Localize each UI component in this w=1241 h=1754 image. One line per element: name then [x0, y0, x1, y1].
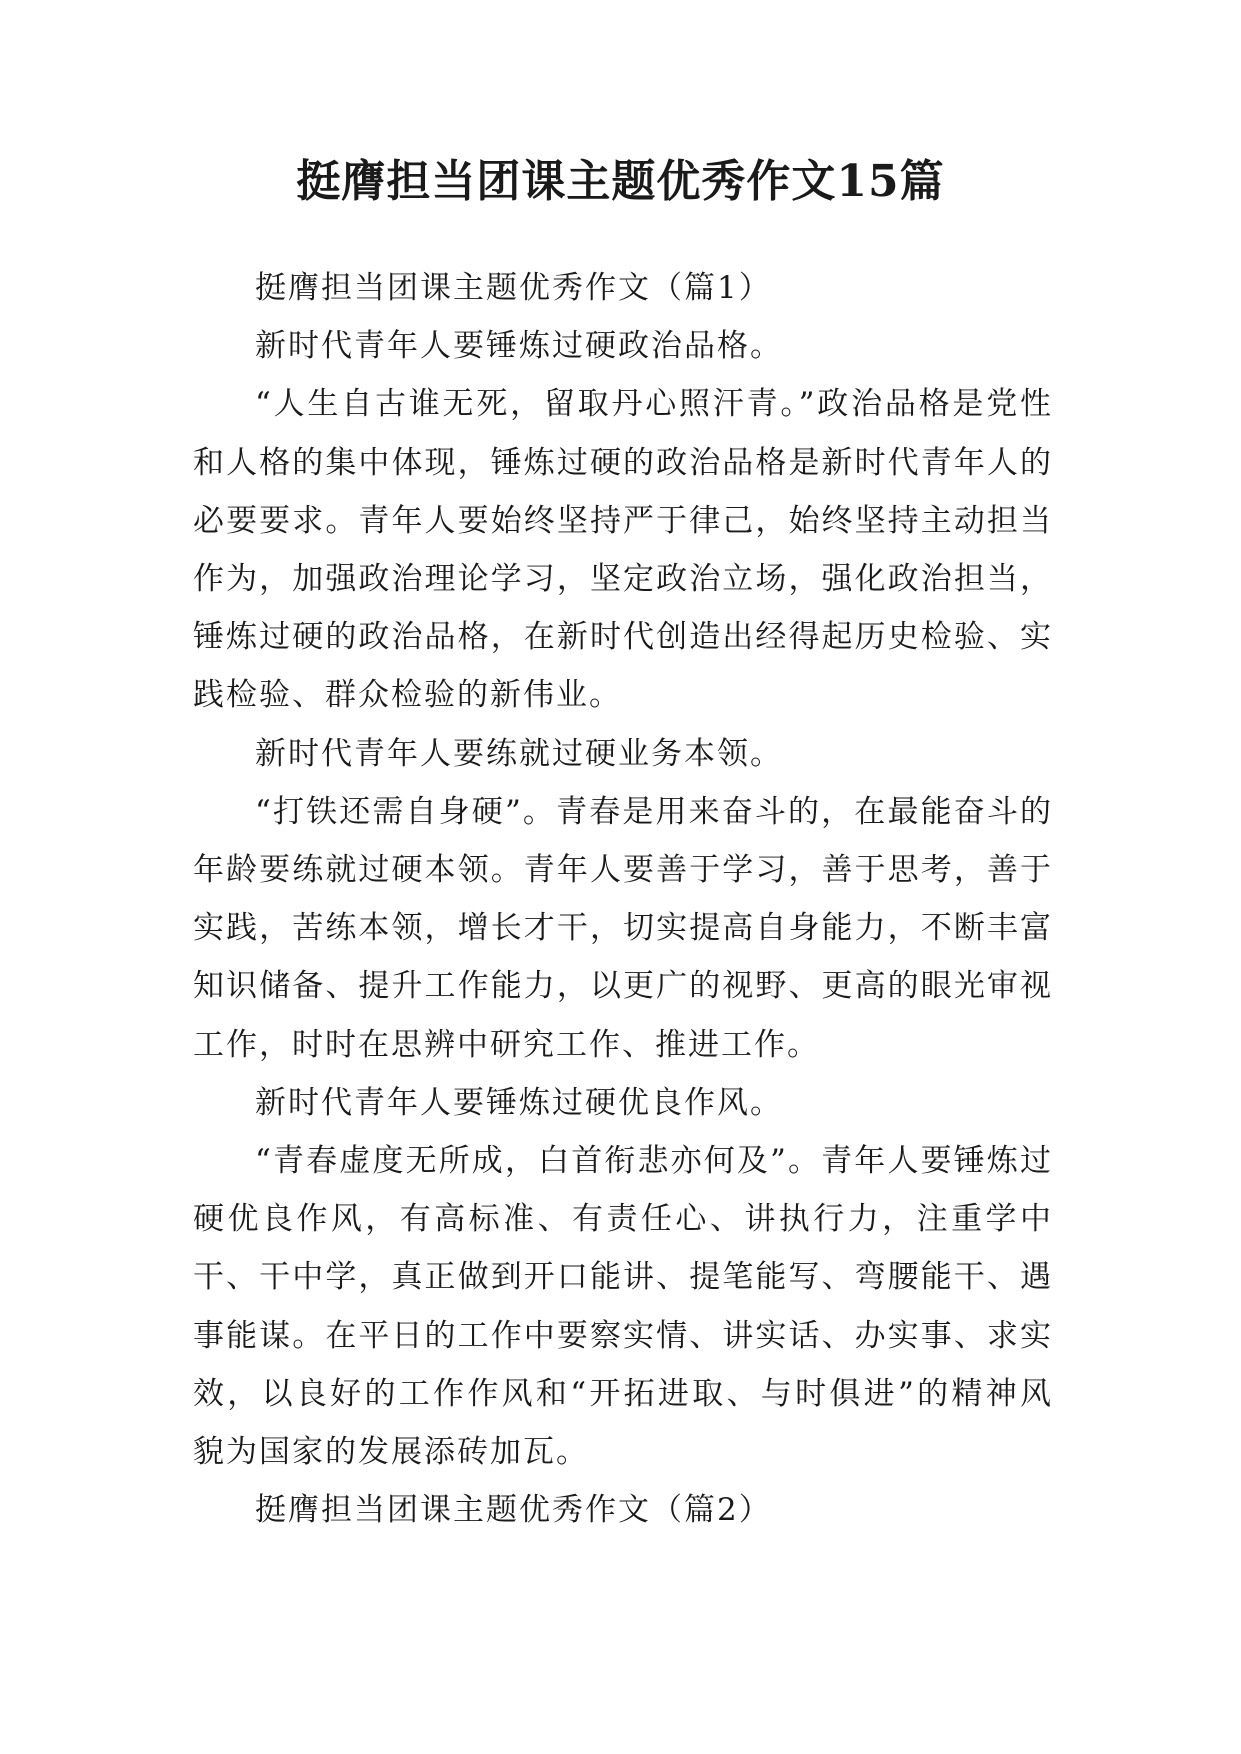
paragraph-work-style-body: “青春虚度无所成，白首衔悲亦何及”。青年人要锤炼过硬优良作风，有高标准、有责任心、讲执行力，注重学中干、干中学，真正做到开口能讲、提笔能写、弯腰能干、遇事能谋。在平日的工作中要察实情、讲实话、办实事、求实效，以良好的工作作风和“开拓进取、与时俱进”的精神风貌为国家的发展添砖加瓦。 — [193, 1143, 1053, 1471]
section-heading-1: 挺膺担当团课主题优秀作文（篇1） — [255, 270, 772, 306]
document-body — [193, 259, 1053, 1539]
document-title: 挺膺担当团课主题优秀作文15篇 — [296, 156, 945, 207]
paragraph-political-character-heading: 新时代青年人要锤炼过硬政治品格。 — [255, 328, 783, 365]
paragraph-professional-skill-heading: 新时代青年人要练就过硬业务本领。 — [255, 735, 783, 772]
paragraph-professional-skill-body: “打铁还需自身硬”。青春是用来奋斗的，在最能奋斗的年龄要练就过硬本领。青年人要善于学习，善于思考，善于实践，苦练本领，增长才干，切实提高自身能力，不断丰富知识储备、提升工作能力，以更广的视野、更高的眼光审视工作，时时在思辨中研究工作、推进工作。 — [193, 793, 1053, 1063]
paragraph-work-style-heading: 新时代青年人要锤炼过硬优良作风。 — [255, 1084, 783, 1121]
paragraph-political-character-body: “人生自古谁无死，留取丹心照汗青。”政治品格是党性和人格的集中体现，锤炼过硬的政治品格是新时代青年人的必要要求。青年人要始终坚持严于律己，始终坚持主动担当作为，加强政治理论学习，坚定政治立场，强化政治担当，锤炼过硬的政治品格，在新时代创造出经得起历史检验、实践检验、群众检验的新伟业。 — [193, 386, 1053, 714]
section-heading-2: 挺膺担当团课主题优秀作文（篇2） — [255, 1492, 772, 1529]
